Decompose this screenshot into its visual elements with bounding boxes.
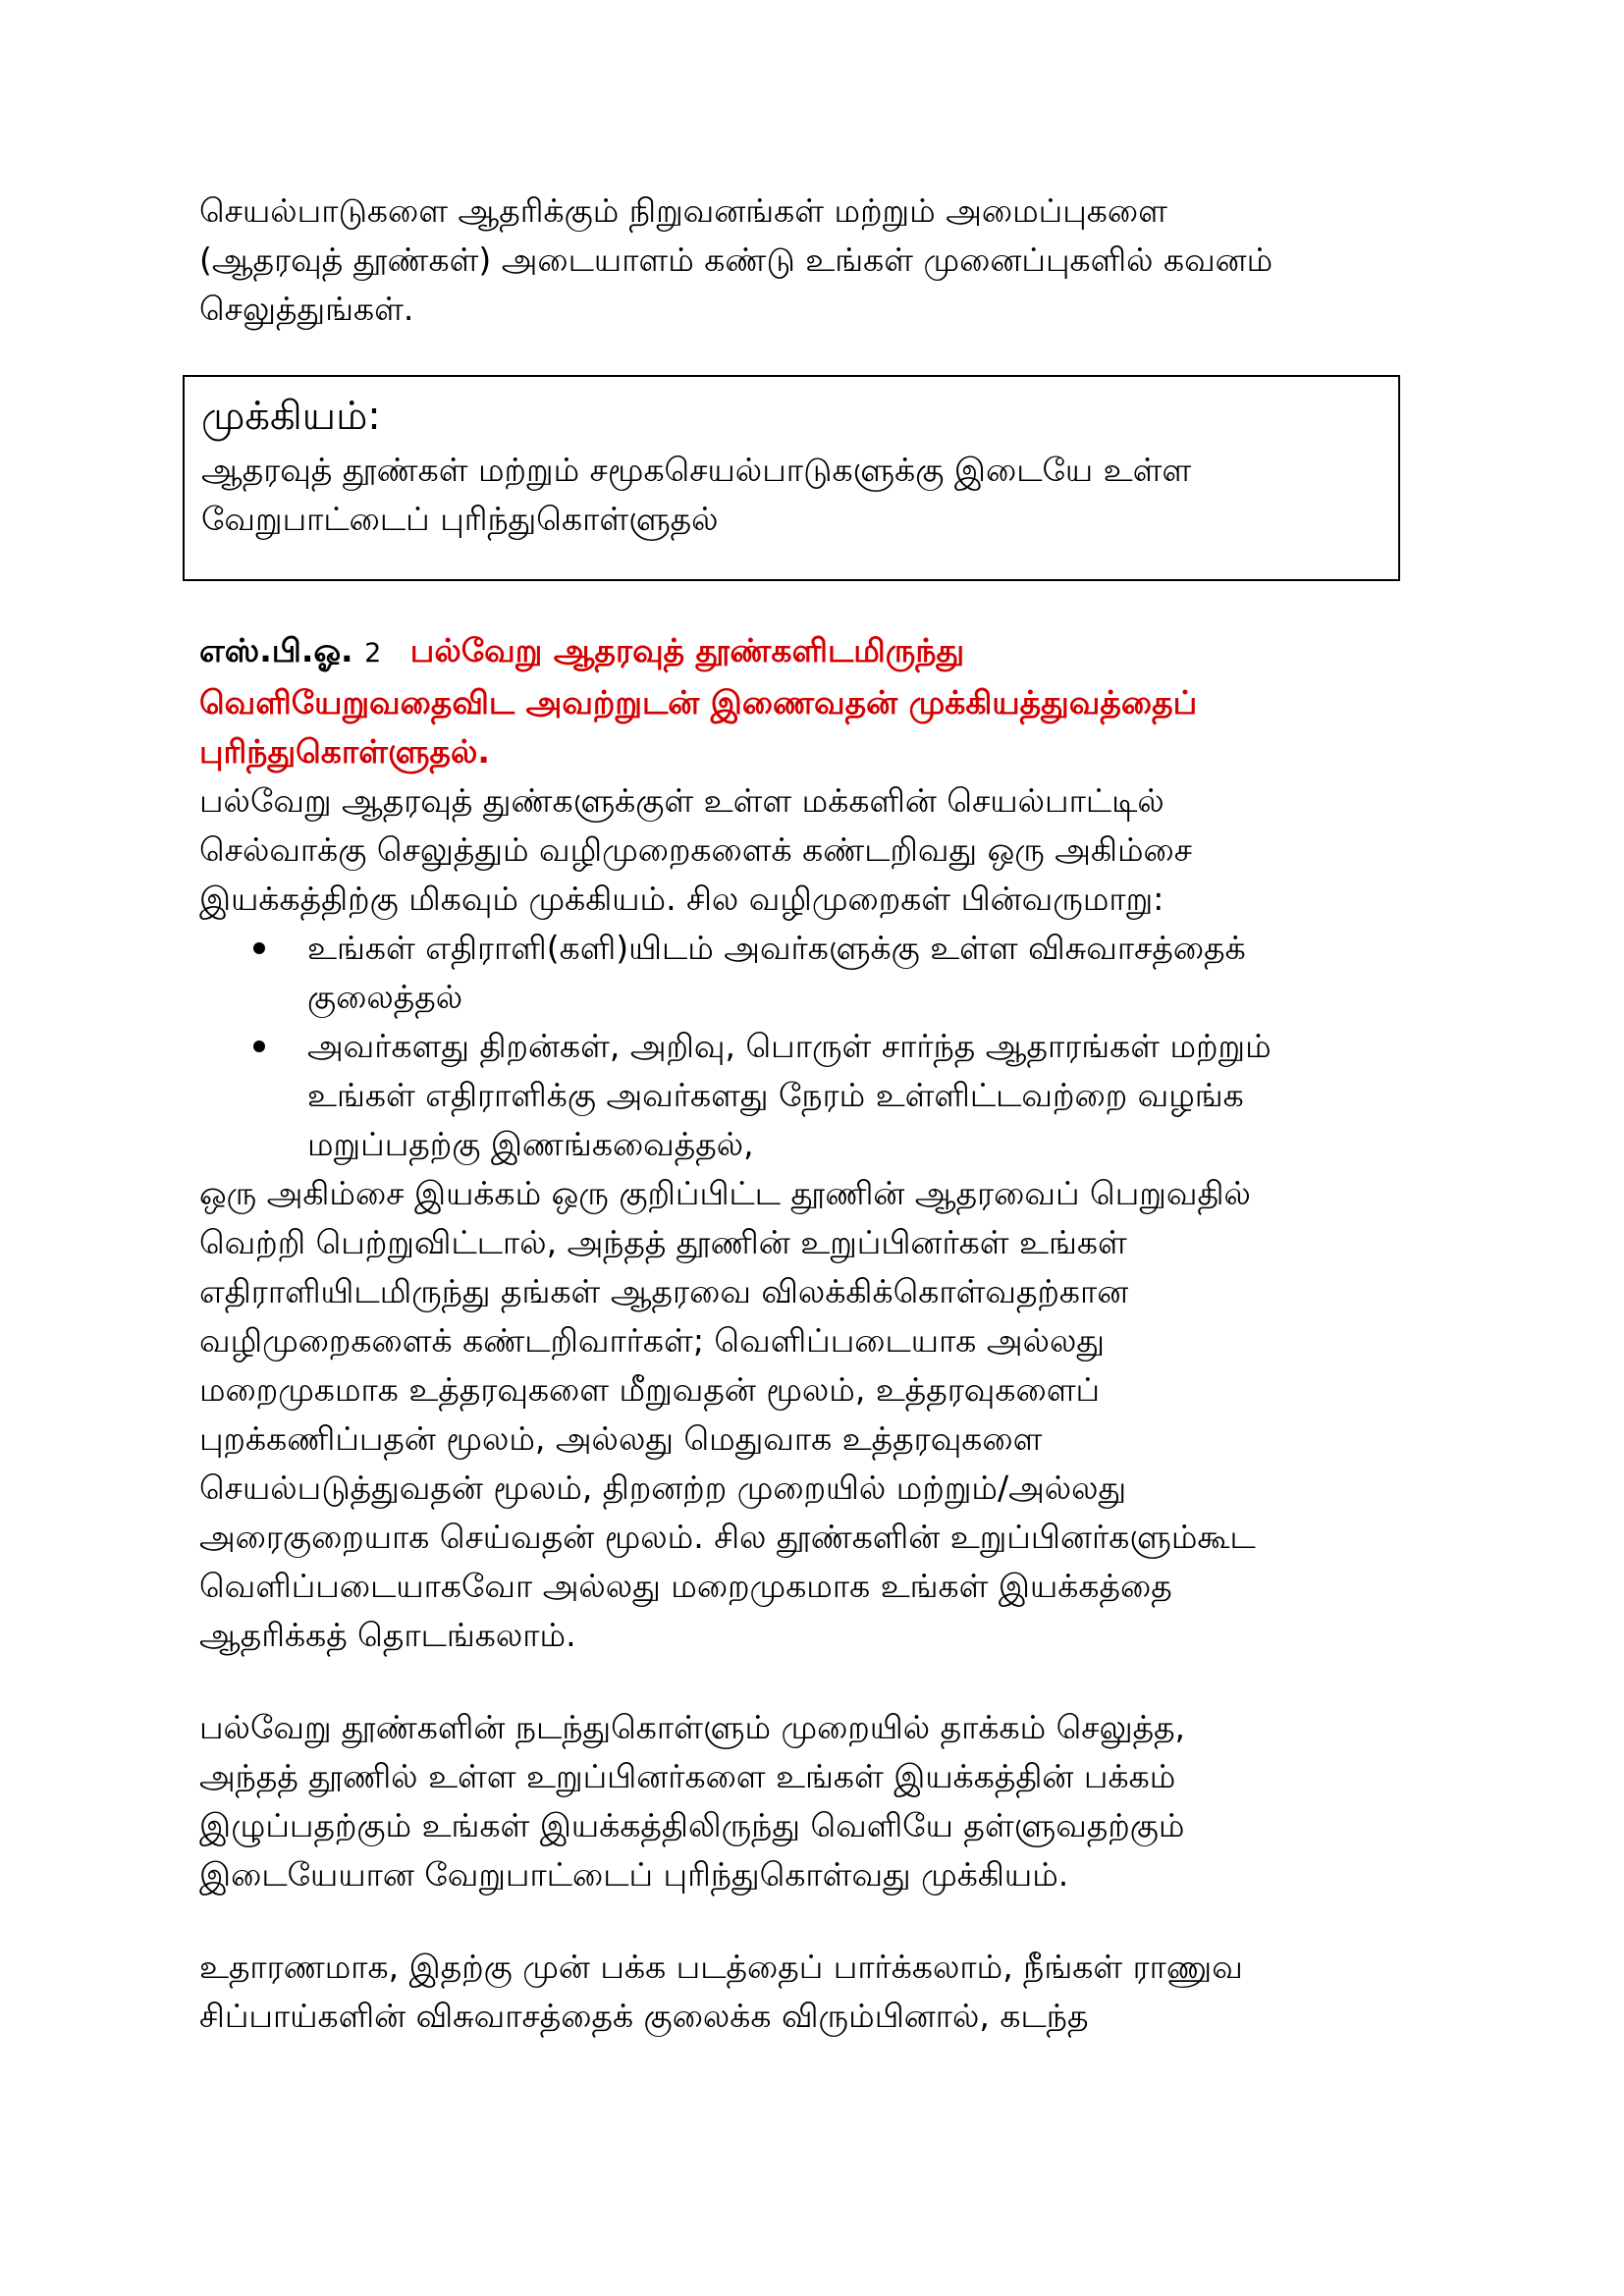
text-line: உதாரணமாக, இதற்கு முன் பக்க படத்தைப் பார்க்கலாம், நீங்கள் ராணுவ — [199, 1948, 1243, 1986]
heading-line — [199, 626, 1422, 678]
text-line: இடையேயான வேறுபாட்டைப் புரிந்துகொள்வது முக்கியம். — [199, 1855, 1069, 1894]
text-line: பல்வேறு ஆதரவுத் துண்களுக்குள் உள்ள மக்களின் செயல்பாட்டில் — [199, 781, 1164, 820]
text-line: உங்கள் எதிராளிக்கு அவர்களது நேரம் உள்ளிட்டவற்றை வழங்க — [307, 1076, 1244, 1114]
important-box — [183, 375, 1400, 581]
paragraph-3 — [199, 1703, 1422, 1899]
text-line: (ஆதரவுத் தூண்கள்) அடையாளம் கண்டு உங்கள் முனைப்புகளில் கவனம் — [199, 240, 1273, 279]
important-box-title: முக்கியம்: — [201, 394, 381, 439]
text-line: பல்வேறு தூண்களின் நடந்துகொள்ளும் முறையில் தாக்கம் செலுத்த, — [199, 1708, 1186, 1746]
text-line: சிப்பாய்களின் விசுவாசத்தைக் குலைக்க விரும்பினால், கடந்த — [199, 1997, 1089, 2035]
text-line: இயக்கத்திற்கு மிகவும் முக்கியம். சில வழிமுறைகள் பின்வருமாறு: — [199, 880, 1164, 918]
text-line: செல்வாக்கு செலுத்தும் வழிமுறைகளைக் கண்டறிவது ஒரு அகிம்சை — [199, 830, 1193, 869]
text-line: புறக்கணிப்பதன் மூலம், அல்லது மெதுவாக உத்தரவுகளை — [199, 1419, 1043, 1458]
intro-paragraph — [199, 187, 1422, 334]
bullet-list — [199, 924, 1422, 1169]
list-item — [253, 924, 1422, 1022]
page-content — [199, 187, 1422, 2041]
text-line: இழுப்பதற்கும் உங்கள் இயக்கத்திலிருந்து வெளியே தள்ளுவதற்கும் — [199, 1806, 1185, 1844]
paragraph-1 — [199, 776, 1422, 924]
text-line: ஆதரவுத் தூண்கள் மற்றும் சமூகசெயல்பாடுகளுக்கு இடையே உள்ள — [201, 451, 1192, 489]
text-line: வழிமுறைகளைக் கண்டறிவார்கள்; வெளிப்படையாக அல்லது — [199, 1321, 1105, 1360]
text-line: செயல்படுத்துவதன் மூலம், திறனற்ற முறையில் மற்றும்/அல்லது — [199, 1468, 1127, 1507]
text-line: அந்தத் தூணில் உள்ள உறுப்பினர்களை உங்கள் இயக்கத்தின் பக்கம் — [199, 1757, 1176, 1795]
section-number: 2 — [364, 638, 382, 668]
text-line: வெற்றி பெற்றுவிட்டால், அந்தத் தூணின் உறுப்பினர்கள் உங்கள் — [199, 1223, 1127, 1261]
text-line: மறுப்பதற்கு இணங்கவைத்தல், — [307, 1125, 754, 1163]
text-line: உங்கள் எதிராளி(களி)யிடம் அவர்களுக்கு உள்ள விசுவாசத்தைக் — [307, 929, 1246, 967]
text-line: எதிராளியிடமிருந்து தங்கள் ஆதரவை விலக்கிக்கொள்வதற்கான — [199, 1272, 1129, 1310]
text-line: மறைமுகமாக உத்தரவுகளை மீறுவதன் மூலம், உத்தரவுகளைப் — [199, 1370, 1101, 1409]
text-line: செலுத்துங்கள். — [199, 290, 414, 328]
text-line: அவர்களது திறன்கள், அறிவு, பொருள் சார்ந்த ஆதாரங்கள் மற்றும் — [307, 1027, 1272, 1065]
text-line: அரைகுறையாக செய்வதன் மூலம். சில தூண்களின் உறுப்பினர்களும்கூட — [199, 1518, 1256, 1556]
section-title: புரிந்துகொள்ளுதல். — [199, 732, 490, 771]
text-line: வெளிப்படையாகவோ அல்லது மறைமுகமாக உங்கள் இயக்கத்தை — [199, 1567, 1172, 1605]
section-title: வெளியேறுவதைவிட அவற்றுடன் இணைவதன் முக்கியத்துவத்தைப் — [199, 683, 1198, 721]
text-line: ஒரு அகிம்சை இயக்கம் ஒரு குறிப்பிட்ட தூணின் ஆதரவைப் பெறுவதில் — [199, 1174, 1251, 1212]
text-line: ஆதரிக்கத் தொடங்கலாம். — [199, 1616, 576, 1654]
text-line: குலைத்தல் — [307, 978, 463, 1016]
bullet-icon — [253, 942, 265, 954]
section-heading — [199, 626, 1422, 776]
paragraph-4 — [199, 1943, 1422, 2041]
text-line: செயல்பாடுகளை ஆதரிக்கும் நிறுவனங்கள் மற்றும் அமைப்புகளை — [199, 191, 1167, 230]
section-title: பல்வேறு ஆதரவுத் தூண்களிடமிருந்து — [409, 631, 965, 669]
important-box-body — [201, 446, 1398, 544]
section-code: எஸ்.பி.ஓ. — [199, 631, 353, 669]
text-line: வேறுபாட்டைப் புரிந்துகொள்ளுதல் — [201, 500, 719, 538]
bullet-icon — [253, 1041, 265, 1052]
list-item — [253, 1022, 1422, 1169]
paragraph-2 — [199, 1169, 1422, 1660]
